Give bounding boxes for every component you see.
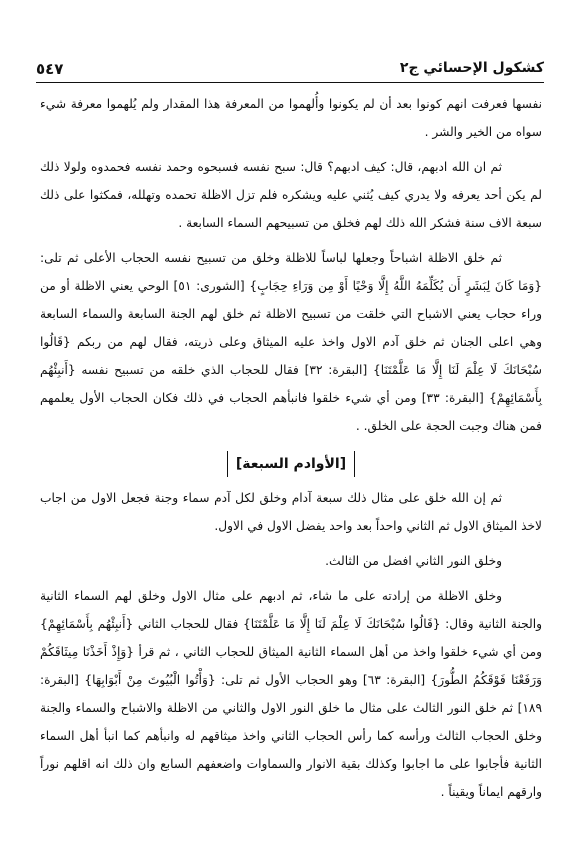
paragraph: وخلق النور الثاني افضل من الثالث. [325,554,502,568]
page-number: ٥٤٧ [36,60,64,78]
section-heading-wrap [40,450,542,478]
page-header [36,58,544,83]
paragraph: ثم ان الله ادبهم، قال: كيف ادبهم؟ قال: سبح نفسه فسبحوه وحمد نفسه فحمدوه ولولا ذلك لم يكن أحد يعرفه ولا يدري كيف يُثني عليه ويشكره فلم تزل الاظلة تحمده وتهلله، فمكثوا على ذلك سبعة الاف سنة فشكر الله ذلك لهم فخلق من تسبيحهم السماء السابعة . [40,160,542,230]
section-heading: [الأوادم السبعة] [227,451,355,477]
page-body [40,90,542,834]
paragraph: نفسها فعرفت انهم كونوا بعد أن لم يكونوا وأُلهموا من المعرفة هذا المقدار ولم يُلهموا معرفة شيء سواه من الخير والشر . [40,97,542,139]
paragraph: ثم إن الله خلق على مثال ذلك سبعة آدام وخلق لكل آدم سماء وجنة فجعل الاول من اجاب لاخذ الميثاق الاول ثم الثاني واحداً بعد واحد يفضل الاول في الاول. [40,491,542,533]
paragraph: وخلق الاظلة من إرادته على ما شاء، ثم ادبهم على مثال الاول وخلق لهم السماء الثانية والجنة الثانية وقال: {قَالُوا سُبْحَانَكَ لَا عِلْمَ لَنَا إِلَّا مَا عَلَّمْتَنَا} فقال للحجاب الثاني {أَنبِئْهُم بِأَسْمَائِهِمْ} ومن أي شيء خلقوا واخذ من أهل السماء الثانية الميثاق للحجاب الثاني ، ثم قرأ {وَإِذْ أَخَذْنَا مِيثَاقَكُمْ وَرَفَعْنَا فَوْقَكُمُ الطُّورَ} [البقرة: ٦٣] وهو الحجاب الأول ثم تلى: {وَأْتُوا الْبُيُوتَ مِنْ أَبْوَابِهَا} [البقرة: ١٨٩] ثم خلق النور الثالث على مثال ما خلق النور الاول والثاني من الاظلة والاشباح والسماء والجنة وخلق الحجاب الثالث ورأسه كما رأس الحجاب الثاني واخذ ميثاقهم له وانبأهم كما انبأ أهل السماء الثانية فأجابوا على ما اجابوا وكذلك بقية الانوار والسماوات واضعفهم السابع وان ذلك انه اقلهم نوراً وارقهم ايماناً ويقيناً . [40,589,542,799]
running-title: كشكول الإحسائي ج٢ [399,60,544,76]
paragraph: ثم خلق الاظلة اشباحاً وجعلها لباساً للاظلة وخلق من تسبيح نفسه الحجاب الأعلى ثم تلى: {وَمَا كَانَ لِبَشَرٍ أَن يُكَلِّمَهُ اللَّهُ إِلَّا وَحْيًا أَوْ مِن وَرَاءِ حِجَابٍ} [الشورى: ٥١] الوحي يعني الاظلة أو من وراء حجاب يعني الاشباح التي خلقت من تسبيح الاظلة ثم خلق لهم الجنة السابعة والسماء السابعة وهي اعلى الجنان ثم خلق آدم الاول واخذ عليه الميثاق وعلى ذريته، فقال لهم من ربكم {قَالُوا سُبْحَانَكَ لَا عِلْمَ لَنَا إِلَّا مَا عَلَّمْتَنَا} [البقرة: ٣٢] فقال للحجاب الذي خلقه من تسبيح نفسه {أَنبِئْهُم بِأَسْمَائِهِمْ} [البقرة: ٣٣] ومن أي شيء خلقوا فانبأهم الحجاب في ذلك فكان الحجاب الأول يعلمهم فمن هناك وجبت الحجة على الخلق. . [40,251,543,433]
